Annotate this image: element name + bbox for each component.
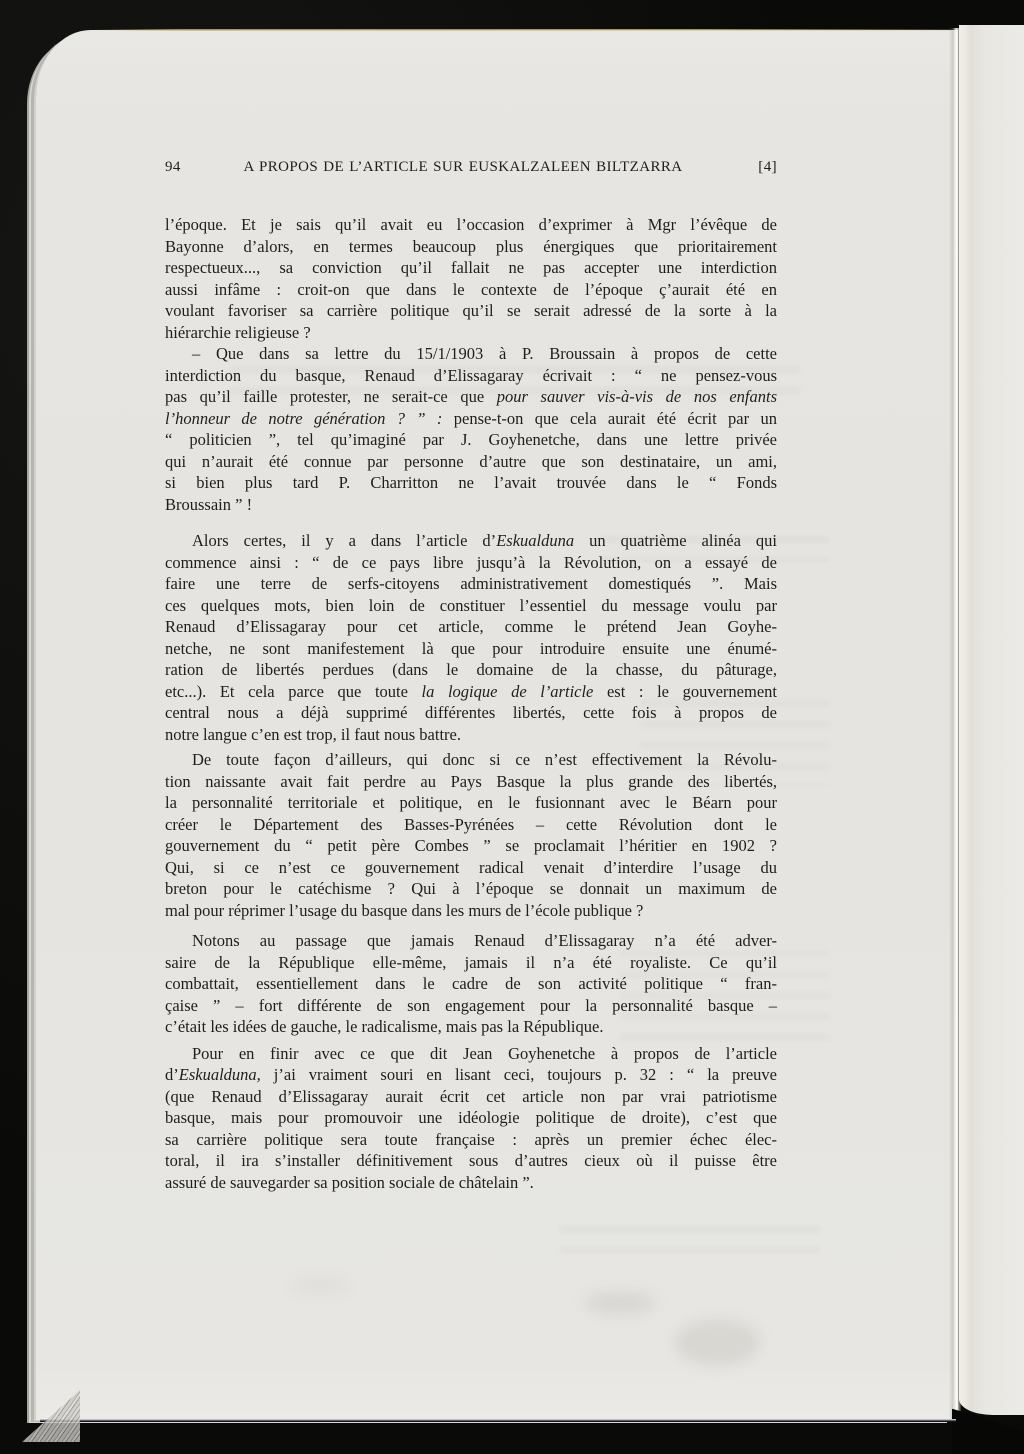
text-line: Bayonne d’alors, en termes beaucoup plus énergiques que prioritairement (165, 236, 777, 256)
printed-content (165, 0, 777, 1193)
bracket-page-number: [4] (758, 159, 777, 175)
text-line: Broussain ” ! (165, 494, 253, 514)
text-line: çaise ” – fort différente de son engagement pour la personnalité basque – (165, 995, 777, 1015)
page-number: 94 (165, 159, 181, 175)
text-line: sa carrière politique sera toute française : après un premier échec élec- (165, 1129, 777, 1149)
text-line: d’Eskualduna, j’ai vraiment souri en lisant ceci, toujours p. 32 : “ la preuve (165, 1065, 777, 1084)
text-line: Qui, si ce n’est ce gouvernement radical venait d’interdire l’usage du (165, 857, 777, 877)
text-line: – Que dans sa lettre du 15/1/1903 à P. Broussain à propos de cette (192, 344, 777, 363)
paragraph (165, 214, 777, 343)
text-line: Pour en finir avec ce que dit Jean Goyhenetche à propos de l’article (192, 1043, 777, 1063)
text-line: toral, il ira s’installer définitivement sous d’autres cieux où il puisse être (165, 1151, 777, 1170)
paragraph (165, 749, 777, 921)
text-line: saire de la République elle-même, jamais il n’a été royaliste. Ce qu’il (165, 952, 777, 972)
text-line: Alors certes, il y a dans l’article d’Eskualduna un quatrième alinéa qui (192, 531, 777, 550)
text-line: c’était les idées de gauche, le radicalisme, mais pas la République. (165, 1017, 604, 1036)
text-line: interdiction du basque, Renaud d’Elissagaray écrivait : “ ne pensez-vous (165, 365, 777, 385)
text-line: gouvernement du “ petit père Combes ” se proclamait l’héritier en 1902 ? (165, 836, 777, 855)
text-line: basque, mais pour promouvoir une idéologie politique de droite), c’est que (165, 1108, 777, 1127)
text-line: l’honneur de notre génération ? ” : pense-t-on que cela aurait été écrit par un (165, 408, 777, 428)
text-line: hiérarchie religieuse ? (165, 322, 311, 342)
text-line: tion naissante avait fait perdre au Pays Basque la plus grande des libertés, (165, 771, 777, 791)
text-line: central nous a déjà supprimé différentes libertés, cette fois à propos de (165, 703, 777, 722)
text-line: etc...). Et cela parce que toute la logique de l’article est : le gouvernement (165, 681, 777, 701)
text-line: ces quelques mots, bien loin de constituer l’essentiel du message voulu par (165, 595, 777, 615)
page-bleedthrough (560, 1226, 820, 1252)
text-line: voulant favoriser sa carrière politique qu’il se serait adressé de la sorte à la (165, 301, 777, 320)
paragraph (165, 530, 777, 745)
text-line: assuré de sauvegarder sa position sociale de châtelain ”. (165, 1172, 534, 1192)
text-line: combattait, essentiellement dans le cadre de son activité politique “ fran- (165, 974, 777, 993)
text-line: mal pour réprimer l’usage du basque dans les murs de l’école publique ? (165, 900, 644, 920)
body-text (165, 214, 777, 1193)
text-line: créer le Département des Basses-Pyrénées – cette Révolution dont le (165, 814, 777, 834)
facing-page-edge (959, 25, 1024, 1415)
page-smudge (675, 1320, 760, 1365)
text-line: faire une terre de serfs-citoyens administrativement domestiqués ”. Mais (165, 574, 777, 593)
paragraph (165, 1043, 777, 1194)
text-line: commence ainsi : “ de ce pays libre jusqu’à la Révolution, on a essayé de (165, 552, 777, 572)
text-line: l’époque. Et je sais qu’il avait eu l’occasion d’exprimer à Mgr l’évêque de (165, 215, 777, 234)
text-line: pas qu’il faille protester, ne serait-ce que pour sauver vis-à-vis de nos enfants (165, 387, 778, 406)
text-line: (que Renaud d’Elissagaray aurait écrit cet article non par vrai patriotisme (165, 1086, 777, 1106)
running-title: A PROPOS DE L’ARTICLE SUR EUSKALZALEEN BILTZARRA (243, 159, 683, 175)
text-line: breton pour le catéchisme ? Qui à l’époque se donnait un maximum de (165, 879, 777, 898)
text-line: De toute façon d’ailleurs, qui donc si ce n’est effectivement la Révolu- (192, 750, 777, 769)
text-line: notre langue c’en est trop, il faut nous battre. (165, 724, 461, 744)
running-head (165, 158, 777, 176)
text-line: si bien plus tard P. Charritton ne l’avait trouvée dans le “ Fonds (165, 473, 777, 492)
text-line: netche, ne sont manifestement là que pour introduire ensuite une énumé- (165, 638, 777, 658)
paragraph (165, 930, 777, 1038)
page-smudge (290, 1278, 350, 1294)
text-line: Notons au passage que jamais Renaud d’Elissagaray n’a été adver- (192, 931, 777, 950)
text-line: la personnalité territoriale et politique, en le fusionnant avec le Béarn pour (165, 793, 777, 812)
text-line: Renaud d’Elissagaray pour cet article, comme le prétend Jean Goyhe- (165, 617, 777, 636)
text-line: aussi infâme : croit-on que dans le contexte de l’époque ç’aurait été en (165, 279, 777, 299)
page-smudge (585, 1292, 655, 1314)
text-line: ration de libertés perdues (dans le domaine de la chasse, du pâturage, (165, 660, 777, 679)
text-line: “ politicien ”, tel qu’imaginé par J. Goyhenetche, dans une lettre privée (165, 430, 777, 449)
text-line: qui n’aurait été connue par personne d’autre que son destinataire, un ami, (165, 451, 777, 471)
paragraph (165, 343, 777, 515)
page-bottom-edge (40, 1419, 956, 1422)
text-line: respectueux..., sa conviction qu’il fallait ne pas accepter une interdiction (165, 258, 777, 277)
